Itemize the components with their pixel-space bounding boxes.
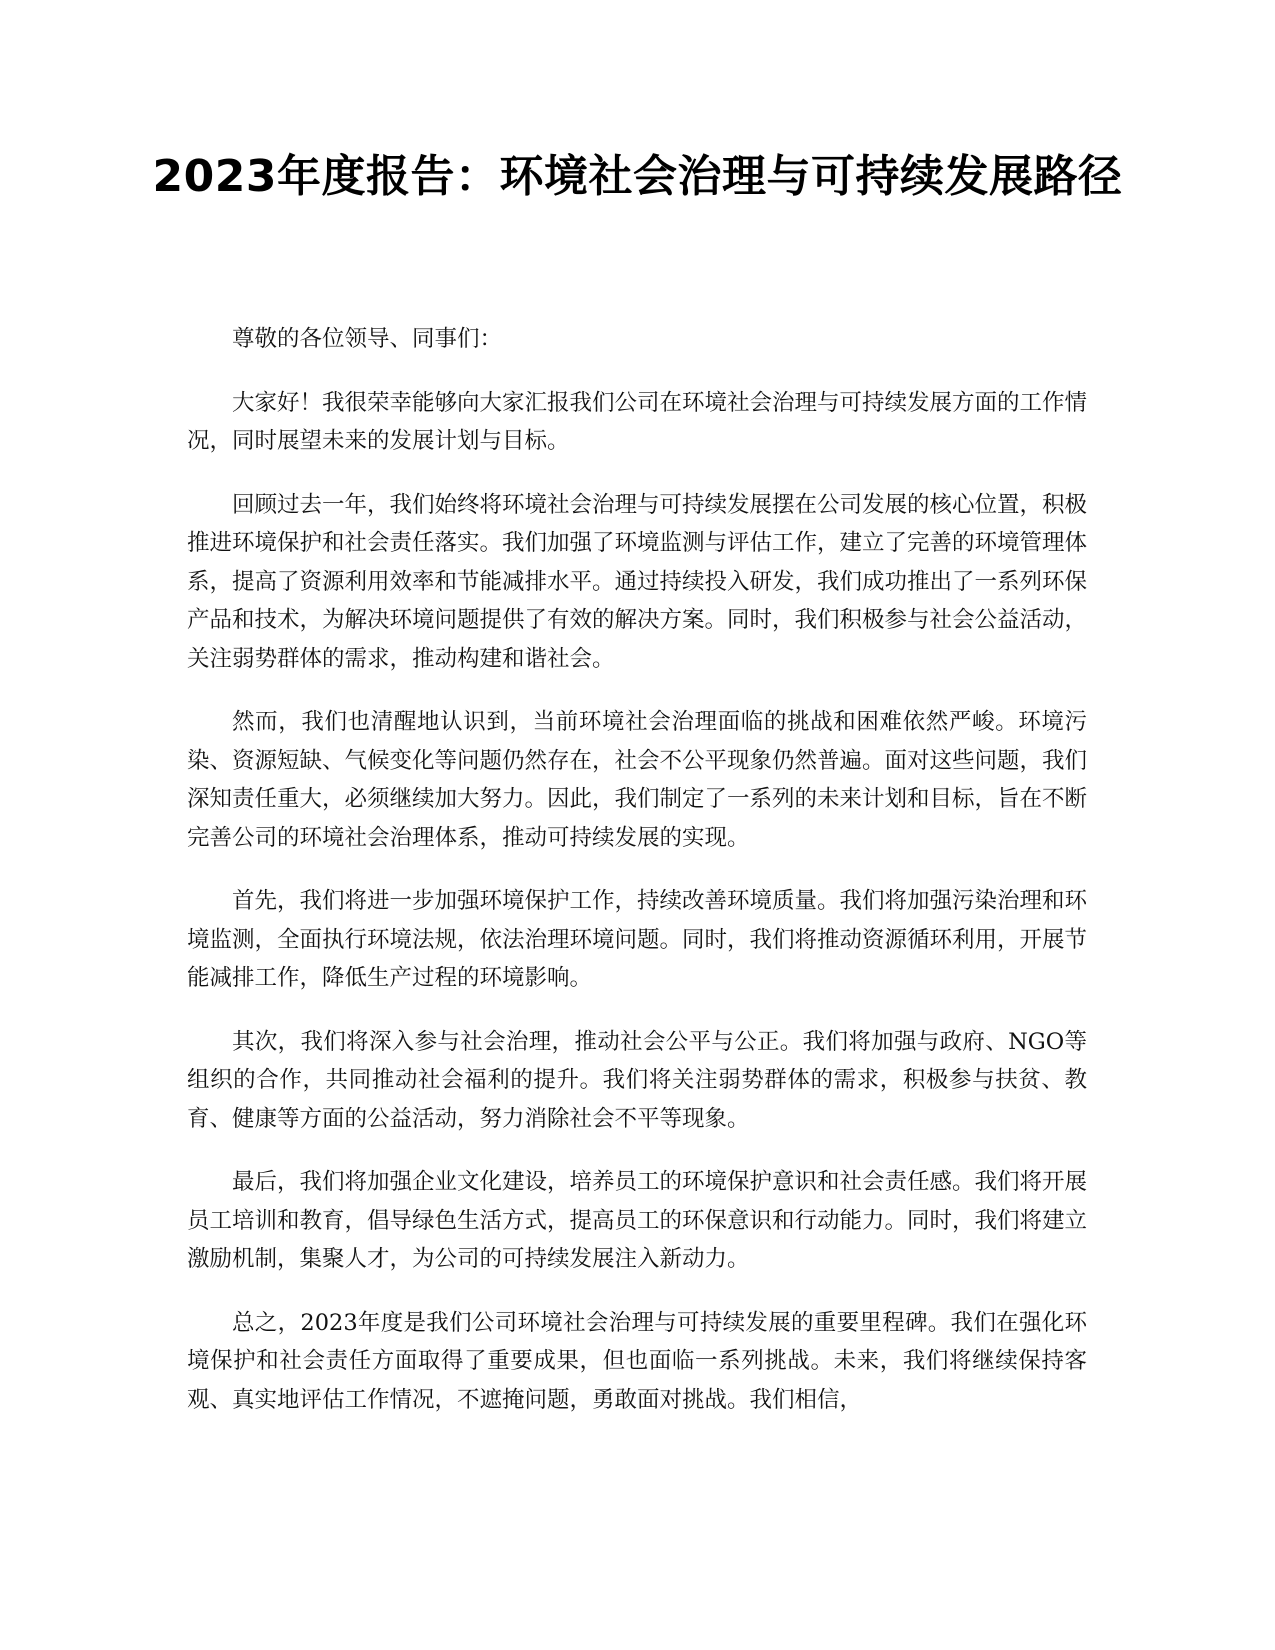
document-body bbox=[187, 320, 1087, 1444]
body-paragraph: 然而，我们也清醒地认识到，当前环境社会治理面临的挑战和困难依然严峻。环境污染、资源短缺、气候变化等问题仍然存在，社会不公平现象仍然普遍。面对这些问题，我们深知责任重大，必须继续加大努力。因此，我们制定了一系列的未来计划和目标，旨在不断完善公司的环境社会治理体系，推动可持续发展的实现。 bbox=[187, 709, 1088, 851]
document-title: 2023年度报告：环境社会治理与可持续发展路径 bbox=[152, 151, 1123, 202]
body-paragraph: 其次，我们将深入参与社会治理，推动社会公平与公正。我们将加强与政府、NGO等组织的合作，共同推动社会福利的提升。我们将关注弱势群体的需求，积极参与扶贫、教育、健康等方面的公益活动，努力消除社会不平等现象。 bbox=[187, 1028, 1087, 1132]
body-paragraph: 回顾过去一年，我们始终将环境社会治理与可持续发展摆在公司发展的核心位置，积极推进环境保护和社会责任落实。我们加强了环境监测与评估工作，建立了完善的环境管理体系，提高了资源利用效率和节能减排水平。通过持续投入研发，我们成功推出了一系列环保产品和技术，为解决环境问题提供了有效的解决方案。同时，我们积极参与社会公益活动，关注弱势群体的需求，推动构建和谐社会。 bbox=[187, 491, 1088, 672]
body-paragraph: 总之，2023年度是我们公司环境社会治理与可持续发展的重要里程碑。我们在强化环境保护和社会责任方面取得了重要成果，但也面临一系列挑战。未来，我们将继续保持客观、真实地评估工作情况，不遮掩问题，勇敢面对挑战。我们相信， bbox=[187, 1309, 1087, 1413]
body-paragraph: 大家好！我很荣幸能够向大家汇报我们公司在环境社会治理与可持续发展方面的工作情况，同时展望未来的发展计划与目标。 bbox=[187, 389, 1088, 454]
body-paragraph: 首先，我们将进一步加强环境保护工作，持续改善环境质量。我们将加强污染治理和环境监测，全面执行环境法规，依法治理环境问题。同时，我们将推动资源循环利用，开展节能减排工作，降低生产过程的环境影响。 bbox=[187, 888, 1088, 991]
body-paragraph: 最后，我们将加强企业文化建设，培养员工的环境保护意识和社会责任感。我们将开展员工培训和教育，倡导绿色生活方式，提高员工的环保意识和行动能力。同时，我们将建立激励机制，集聚人才，为公司的可持续发展注入新动力。 bbox=[187, 1169, 1088, 1272]
greeting-paragraph: 尊敬的各位领导、同事们： bbox=[232, 326, 503, 352]
